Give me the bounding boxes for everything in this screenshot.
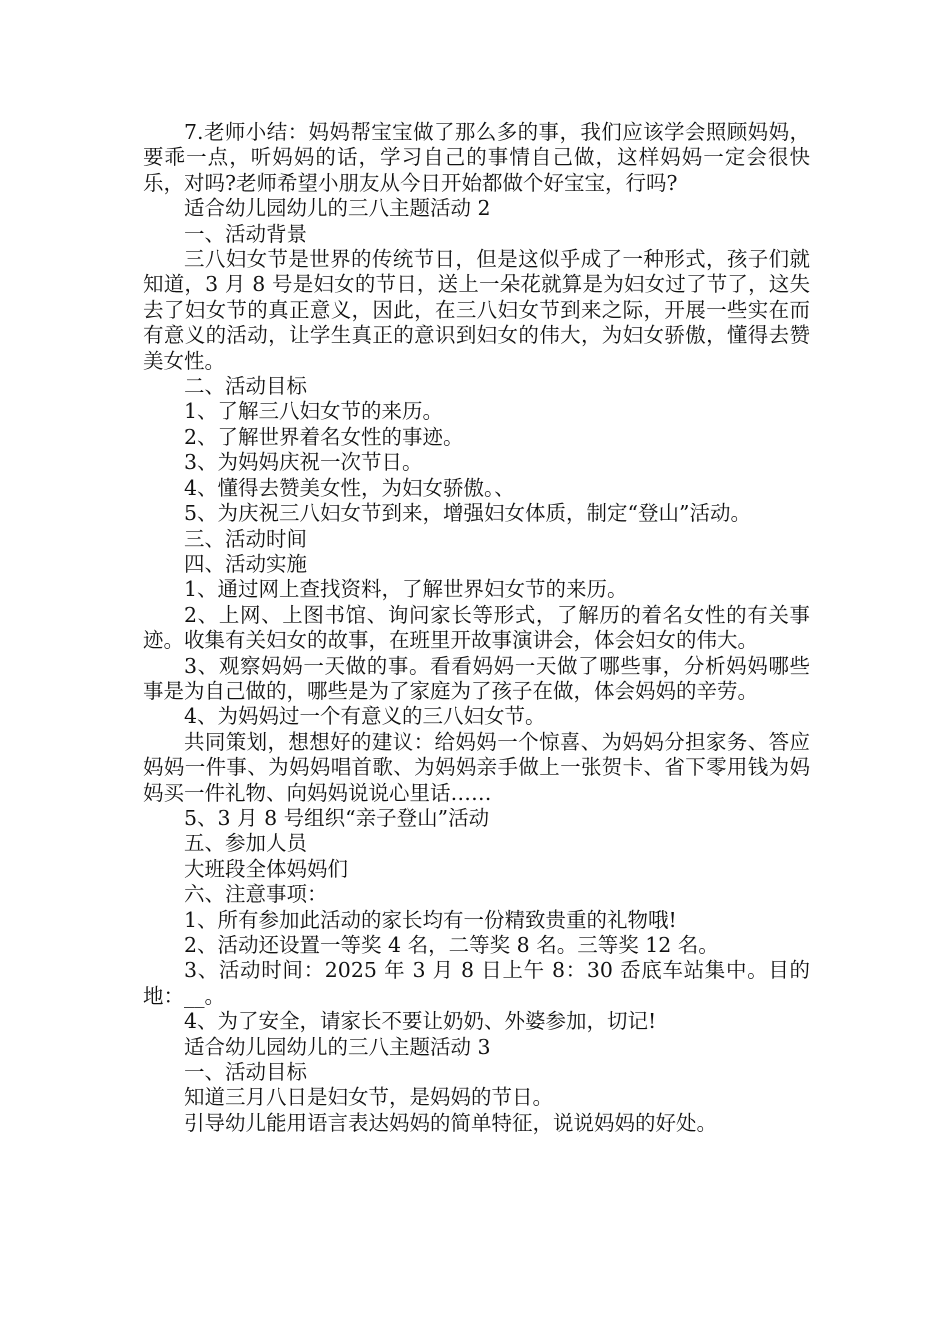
- list-item-note-4: 4、为了安全，请家长不要让奶奶、外婆参加，切记!: [184, 1009, 657, 1034]
- list-item-note-3: 3、活动时间：2025 年 3 月 8 日上午 8：30 岙底车站集中。目的地：__。: [143, 958, 810, 1008]
- subheading-notes: 六、注意事项：: [184, 882, 328, 907]
- list-item-goal-1: 1、了解三八妇女节的来历。: [184, 399, 444, 424]
- list-item-implementation-2: 2、上网、上图书馆、询问家长等形式，了解历的着名女性的有关事迹。收集有关妇女的故事，在班里开故事演讲会，体会妇女的伟大。: [143, 602, 810, 653]
- paragraph-background: 三八妇女节是世界的传统节日，但是这似乎成了一种形式，孩子们就知道，3 月 8 号是妇女的节日，送上一朵花就算是为妇女过了节了，这失去了妇女节的真正意义，因此，在三八妇女节到来之际，开展一些实在而有意义的活动，让学生真正的意识到妇女的伟大，为妇女骄傲，懂得去赞美女性。: [143, 247, 810, 373]
- list-item-goal-4: 4、懂得去赞美女性，为妇女骄傲。、: [184, 475, 515, 500]
- paragraph-goal-3-2: 引导幼儿能用语言表达妈妈的简单特征，说说妈妈的好处。: [184, 1110, 717, 1135]
- list-item-implementation-5: 5、3 月 8 号组织“亲子登山”活动: [184, 805, 490, 830]
- document-body: [143, 120, 810, 1136]
- section-heading-activity-3: 适合幼儿园幼儿的三八主题活动 3: [184, 1034, 491, 1059]
- subheading-time: 三、活动时间: [184, 526, 307, 551]
- list-item-implementation-4: 4、为妈妈过一个有意义的三八妇女节。: [184, 704, 546, 729]
- list-item-goal-2: 2、了解世界着名女性的事迹。: [184, 424, 464, 449]
- list-item-note-2: 2、活动还设置一等奖 4 名，二等奖 8 名。三等奖 12 名。: [184, 933, 719, 957]
- subheading-implementation: 四、活动实施: [184, 551, 307, 576]
- list-item-implementation-3: 3、观察妈妈一天做的事。看看妈妈一天做了哪些事，分析妈妈哪些事是为自己做的，哪些是为了家庭为了孩子在做，体会妈妈的辛劳。: [143, 653, 810, 703]
- paragraph-participants: 大班段全体妈妈们: [184, 856, 348, 881]
- list-item-implementation-1: 1、通过网上查找资料，了解世界妇女节的来历。: [184, 577, 628, 602]
- subheading-background: 一、活动背景: [184, 221, 307, 246]
- subheading-goals: 二、活动目标: [184, 374, 307, 399]
- list-item-goal-5: 5、为庆祝三八妇女节到来，增强妇女体质，制定“登山”活动。: [184, 501, 752, 526]
- subheading-goals-3: 一、活动目标: [184, 1060, 307, 1085]
- list-item-note-1: 1、所有参加此活动的家长均有一份精致贵重的礼物哦!: [184, 907, 677, 932]
- subheading-participants: 五、参加人员: [184, 831, 307, 856]
- paragraph-teacher-summary: 7.老师小结：妈妈帮宝宝做了那么多的事，我们应该学会照顾妈妈，要乖一点，听妈妈的话，学习自己的事情自己做，这样妈妈一定会很快乐，对吗?老师希望小朋友从今日开始都做个好宝宝，行吗?: [143, 120, 810, 195]
- section-heading-activity-2: 适合幼儿园幼儿的三八主题活动 2: [184, 196, 491, 221]
- list-item-goal-3: 3、为妈妈庆祝一次节日。: [184, 450, 423, 475]
- paragraph-goal-3-1: 知道三月八日是妇女节，是妈妈的节日。: [184, 1085, 553, 1110]
- paragraph-planning: 共同策划，想想好的建议：给妈妈一个惊喜、为妈妈分担家务、答应妈妈一件事、为妈妈唱首歌、为妈妈亲手做上一张贺卡、省下零用钱为妈妈买一件礼物、向妈妈说说心里话……: [143, 729, 810, 805]
